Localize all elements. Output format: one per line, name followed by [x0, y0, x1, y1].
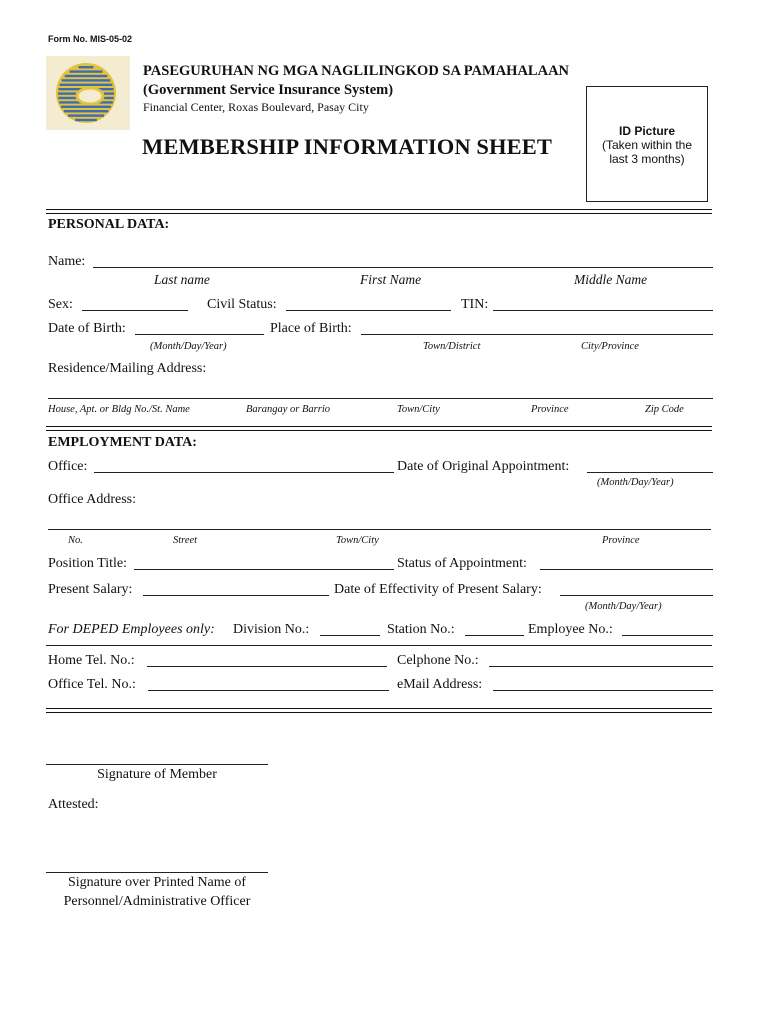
middle-name-caption: Middle Name [574, 272, 648, 287]
section-divider [46, 430, 712, 431]
division-no-label: Division No.: [233, 622, 310, 637]
barangay-caption: Barangay or Barrio [246, 404, 330, 415]
employee-no-label: Employee No.: [528, 622, 613, 637]
date-of-birth-field[interactable] [135, 334, 264, 335]
city-province-caption: City/Province [581, 341, 639, 352]
personal-data-heading: PERSONAL DATA: [48, 217, 170, 232]
house-street-caption: House, Apt. or Bldg No./St. Name [48, 404, 190, 415]
zip-code-caption: Zip Code [645, 404, 684, 415]
form-number: Form No. MIS-05-02 [48, 34, 133, 44]
officer-caption-line-2: Personnel/Administrative Officer [63, 894, 251, 909]
tin-field[interactable] [493, 310, 713, 311]
town-district-caption: Town/District [423, 341, 481, 352]
officer-signature-caption [46, 873, 268, 911]
name-label: Name: [48, 254, 86, 269]
home-tel-field[interactable] [147, 666, 387, 667]
tin-label: TIN: [461, 297, 489, 312]
station-no-field[interactable] [465, 635, 524, 636]
section-divider [46, 209, 712, 210]
logo-stripe [64, 110, 108, 112]
division-no-field[interactable] [320, 635, 380, 636]
logo-stripe [68, 114, 104, 116]
position-title-field[interactable] [134, 569, 394, 570]
contact-divider [46, 645, 712, 646]
status-of-appointment-label: Status of Appointment: [397, 556, 527, 571]
effectivity-date-field[interactable] [560, 595, 713, 596]
gsis-logo [46, 56, 130, 130]
station-no-label: Station No.: [387, 622, 455, 637]
office-field[interactable] [94, 472, 394, 473]
first-name-caption: First Name [360, 272, 422, 287]
present-salary-label: Present Salary: [48, 582, 133, 597]
position-title-label: Position Title: [48, 556, 127, 571]
office-tel-field[interactable] [148, 690, 389, 691]
id-picture-note-1: (Taken within the [601, 138, 693, 152]
office-label: Office: [48, 459, 88, 474]
present-salary-field[interactable] [143, 595, 329, 596]
member-signature-caption: Signature of Member [97, 767, 217, 782]
sex-label: Sex: [48, 297, 73, 312]
office-street-caption: Street [173, 535, 198, 546]
section-divider [46, 712, 712, 713]
name-field[interactable] [93, 267, 713, 268]
id-picture-note-2: last 3 months) [609, 152, 685, 166]
status-of-appointment-field[interactable] [540, 569, 713, 570]
residence-address-field[interactable] [48, 398, 713, 399]
office-no-caption: No. [68, 535, 83, 546]
last-name-caption: Last name [154, 272, 210, 287]
effectivity-date-label: Date of Effectivity of Present Salary: [334, 582, 542, 597]
email-label: eMail Address: [397, 677, 483, 692]
logo-stripe [61, 106, 111, 108]
effectivity-date-caption: (Month/Day/Year) [585, 601, 662, 612]
sex-field[interactable] [82, 310, 188, 311]
section-divider [46, 426, 712, 427]
page-title: MEMBERSHIP INFORMATION SHEET [142, 134, 552, 159]
place-of-birth-field[interactable] [361, 334, 713, 335]
office-tel-label: Office Tel. No.: [48, 677, 136, 692]
id-picture-box[interactable] [586, 86, 708, 202]
deped-note: For DEPED Employees only: [48, 622, 215, 637]
section-divider [46, 708, 712, 709]
logo-stripe [69, 70, 102, 72]
civil-status-label: Civil Status: [207, 297, 277, 312]
attested-label: Attested: [48, 797, 99, 812]
original-appointment-label: Date of Original Appointment: [397, 459, 570, 474]
dob-caption: (Month/Day/Year) [150, 341, 227, 352]
org-name: PASEGURUHAN NG MGA NAGLILINGKOD SA PAMAHALAAN [143, 63, 570, 79]
section-divider [46, 213, 712, 214]
town-city-caption: Town/City [397, 404, 440, 415]
employee-no-field[interactable] [622, 635, 713, 636]
place-of-birth-label: Place of Birth: [270, 321, 352, 336]
celphone-label: Celphone No.: [397, 653, 479, 668]
office-province-caption: Province [602, 535, 640, 546]
home-tel-label: Home Tel. No.: [48, 653, 135, 668]
date-of-birth-label: Date of Birth: [48, 321, 126, 336]
office-town-city-caption: Town/City [336, 535, 379, 546]
id-picture-heading: ID Picture [618, 124, 675, 138]
logo-stripe [65, 75, 108, 77]
province-caption: Province [531, 404, 569, 415]
office-address-field[interactable] [48, 529, 711, 530]
logo-stripe [60, 84, 113, 86]
office-address-label: Office Address: [48, 492, 136, 507]
original-appointment-field[interactable] [587, 472, 713, 473]
org-english-name: (Government Service Insurance System) [143, 82, 394, 98]
celphone-field[interactable] [489, 666, 713, 667]
employment-data-heading: EMPLOYMENT DATA: [48, 435, 197, 450]
logo-stripe [79, 66, 94, 68]
residence-address-label: Residence/Mailing Address: [48, 361, 207, 376]
email-field[interactable] [493, 690, 713, 691]
org-address: Financial Center, Roxas Boulevard, Pasay City [143, 100, 369, 114]
original-appointment-caption: (Month/Day/Year) [597, 477, 674, 488]
civil-status-field[interactable] [286, 310, 451, 311]
logo-stripe [62, 79, 111, 81]
officer-caption-line-1: Signature over Printed Name of [67, 875, 247, 890]
logo-stripe [75, 119, 97, 121]
